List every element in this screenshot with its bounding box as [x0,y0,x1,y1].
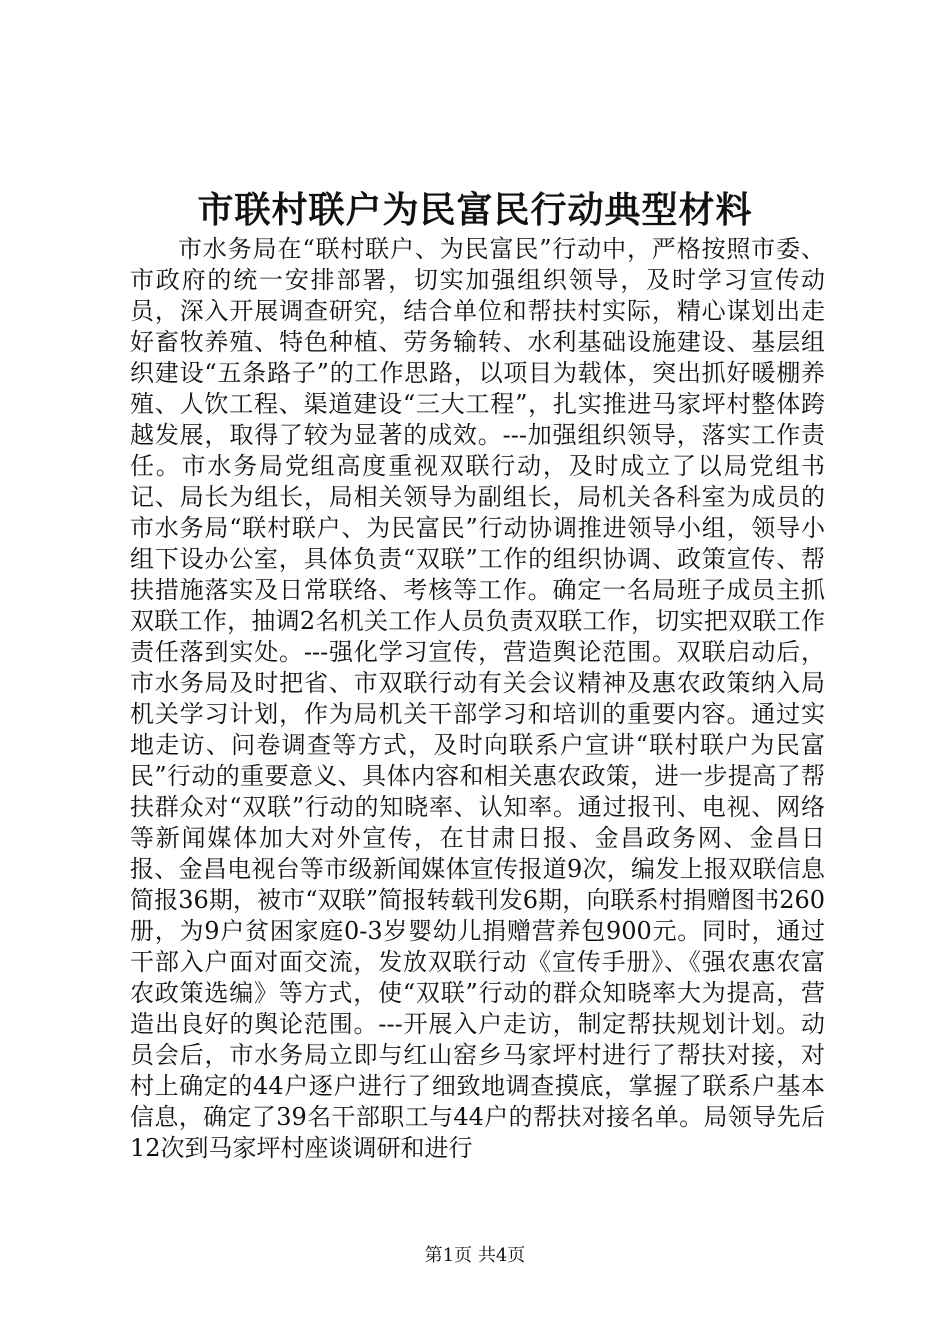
page-number: 第1页 共4页 [424,1245,526,1266]
document-body-paragraph: 市水务局在“联村联户、为民富民”行动中，严格按照市委、市政府的统一安排部署，切实加强组织领导，及时学习宣传动员，深入开展调查研究，结合单位和帮扶村实际，精心谋划出走好畜牧养殖、特色种植、劳务输转、水利基础设施建设、基层组织建设“五条路子”的工作思路，以项目为载体，突出抓好暖棚养殖、人饮工程、渠道建设“三大工程”，扎实推进马家坪村整体跨越发展，取得了较为显著的成效。---加强组织领导，落实工作责任。市水务局党组高度重视双联行动，及时成立了以局党组书记、局长为组长，局相关领导为副组长，局机关各科室为成员的市水务局“联村联户、为民富民”行动协调推进领导小组，领导小组下设办公室，具体负责“双联”工作的组织协调、政策宣传、帮扶措施落实及日常联络、考核等工作。确定一名局班子成员主抓双联工作，抽调2名机关工作人员负责双联工作，切实把双联工作责任落到实处。---强化学习宣传，营造舆论范围。双联启动后，市水务局及时把省、市双联行动有关会议精神及惠农政策纳入局机关学习计划，作为局机关干部学习和培训的重要内容。通过实地走访、问卷调查等方式，及时向联系户宣讲“联村联户为民富民”行动的重要意义、具体内容和相关惠农政策，进一步提高了帮扶群众对“双联”行动的知晓率、认知率。通过报刊、电视、网络等新闻媒体加大对外宣传，在甘肃日报、金昌政务网、金昌日报、金昌电视台等市级新闻媒体宣传报道9次，编发上报双联信息简报36期，被市“双联”简报转载刊发6期，向联系村捐赠图书260册，为9户贫困家庭0-3岁婴幼儿捐赠营养包900元。同时，通过干部入户面对面交流，发放双联行动《宣传手册》、《强农惠农富农政策选编》等方式，使“双联”行动的群众知晓率大为提高，营造出良好的舆论范围。---开展入户走访，制定帮扶规划计划。动员会后，市水务局立即与红山窑乡马家坪村进行了帮扶对接，对村上确定的44户逐户进行了细致地调查摸底，掌握了联系户基本信息，确定了39名干部职工与44户的帮扶对接名单。局领导先后12次到马家坪村座谈调研和进行 [130,235,825,1162]
document-title: 市联村联户为民富民行动典型材料 [197,189,753,231]
